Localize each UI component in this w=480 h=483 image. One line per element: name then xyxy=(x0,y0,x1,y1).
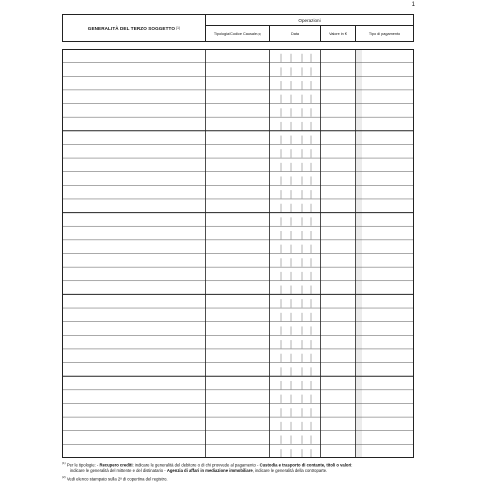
entry-grid xyxy=(62,49,414,458)
footnote-1-line2-b: , indicare le generalità della controparte. xyxy=(252,468,328,474)
tipologia-label: Tipologia/Codice Causale xyxy=(213,31,257,36)
data-header: Data xyxy=(270,26,321,41)
tipologia-note-ref: (2) xyxy=(257,31,262,36)
footnote-2-text: Vedi elenco stampato sulla 2ª di copertina del registro. xyxy=(66,476,168,482)
entry-grid-lines xyxy=(62,49,414,458)
footnote-1-ref: (1) xyxy=(62,461,66,465)
third-party-note-ref: (1) xyxy=(176,26,181,30)
page-number: 1 xyxy=(411,2,415,8)
third-party-title: GENERALITÀ DEL TERZO SOGGETTO xyxy=(87,25,175,31)
third-party-header xyxy=(63,15,206,41)
footnote-1-text-1: : indicare le generalità del debitore o di chi provvede al pagamento - xyxy=(132,462,260,468)
tipo-pagamento-header: Tipo di pagamento xyxy=(368,31,401,36)
footnote-1-line2-a: indicare le generalità del mittente e del distinatario - xyxy=(70,468,167,474)
footnotes xyxy=(62,460,414,483)
footnote-1-text-2: : xyxy=(351,462,353,468)
tipologia-header xyxy=(206,26,270,41)
footnote-2-ref: (2) xyxy=(62,475,66,480)
footnote-1-intro: Per le tipologie: - xyxy=(66,462,100,468)
footnote-1-term-custodia: Custodia e trasporto di contante, titoli o valori xyxy=(259,462,352,468)
table-header xyxy=(62,14,414,42)
footnote-1-term-recupero: Recupero crediti xyxy=(99,462,133,468)
operations-header: Operazioni xyxy=(206,15,413,26)
footnote-1 xyxy=(62,460,414,468)
valore-header: Valore in € xyxy=(321,26,356,41)
footnote-1-term-agenzia: Agenzia di affari in mediazione immobiliare xyxy=(166,468,253,474)
